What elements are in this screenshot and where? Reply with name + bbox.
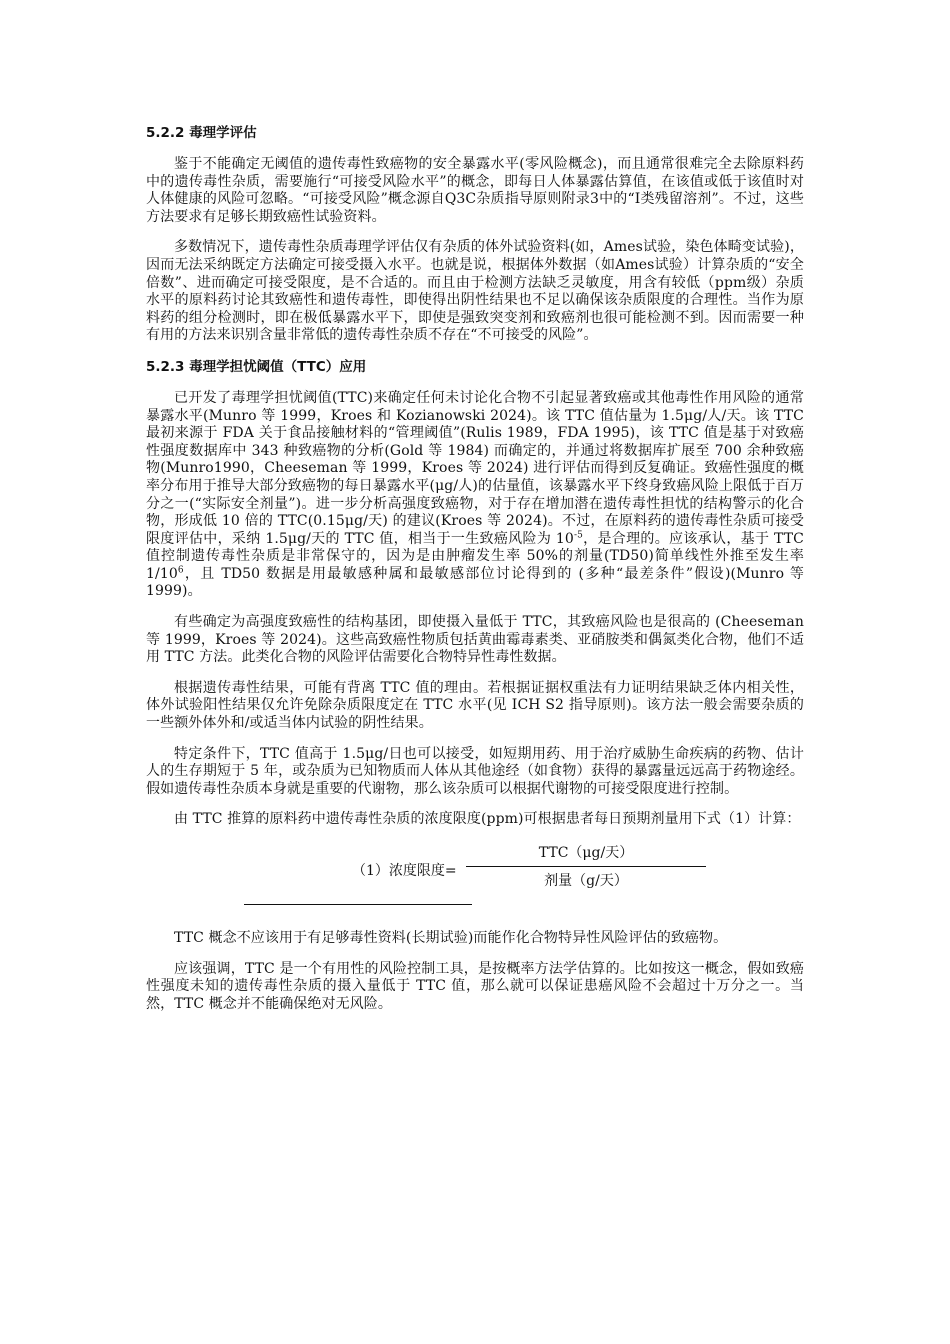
paragraph: 特定条件下，TTC 值高于 1.5μg/日也可以接受，如短期用药、用于治疗威胁生命疾病的药物、估计人的生存期短于 5 年，或杂质为已知物质而人体从其他途经（如食物）获得的暴露量远远高于药物途经。假如遗传毒性杂质本身就是重要的代谢物，那么该杂质可以根据代谢物的可接受限度进行控制。 (146, 745, 804, 797)
paragraph: TTC 概念不应该用于有足够毒性资料(长期试验)而能作化合物特异性风险评估的致癌物。 (174, 930, 728, 946)
formula-numerator: TTC（μg/天） (538, 845, 634, 861)
paragraph (146, 390, 804, 601)
section-heading-5-2-3: 5.2.3 毒理学担忧阈值（TTC）应用 (146, 358, 367, 375)
paragraph: 有些确定为高强度致癌性的结构基团，即使摄入量低于 TTC，其致癌风险也是很高的 (Cheeseman 等 1999，Kroes 等 2024)。这些高致癌性物质包括黄曲霉毒素类、亚硝胺类和偶氮类化合物，他们不适用 TTC 方法。此类化合物的风险评估需要化合物特异性毒性数据。 (146, 614, 804, 666)
rule-line (244, 904, 472, 905)
formula-lhs: （1）浓度限度= (352, 863, 457, 879)
paragraph-text: ，且 TD50 数据是用最敏感种属和最敏感部位讨论得到的 (多种“最差条件”假设)(Munro 等 1999)。 (146, 565, 804, 600)
formula-fraction (466, 842, 706, 890)
paragraph: 根据遗传毒性结果，可能有背离 TTC 值的理由。若根据证据权重法有力证明结果缺乏体内相关性，体外试验阳性结果仅允许免除杂质限度定在 TTC 水平(见 ICH S2 指导原则)。该方法一般会需要杂质的一些额外体外和/或适当体内试验的阴性结果。 (146, 679, 804, 732)
horizontal-rule (146, 904, 804, 924)
paragraph: 应该强调，TTC 是一个有用性的风险控制工具，是按概率方法学估算的。比如按这一概念，假如致癌性强度未知的遗传毒性杂质的摄入量低于 TTC 值，那么就可以保证患癌风险不会超过十万分之一。当然，TTC 概念并不能确保绝对无风险。 (146, 960, 804, 1012)
paragraph: 由 TTC 推算的原料药中遗传毒性杂质的浓度限度(ppm)可根据患者每日预期剂量用下式（1）计算： (174, 811, 801, 828)
paragraph-text: 已开发了毒理学担忧阈值(TTC)来确定任何未讨论化合物不引起显著致癌或其他毒性作用风险的通常暴露水平(Munro 等 1999，Kroes 和 Kozianowski 2024)。该 TTC 值估量为 1.5μg/人/天。该 TTC 最初来源于 FDA 关于食品接触材料的“管理阈值”(Rulis 1989，FDA 1995)，该 TTC 值是基于对致癌性强度数据库中 343 种致癌物的分析(Gold 等 1984) 而确定的，并通过将数据库扩展至 700 余种致癌物(Munro1990，Cheeseman 等 1999，Kroes 等 2024) 进行评估而得到反复确证。致癌性强度的概率分布用于推导大部分致癌物的每日暴露水平(μg/人)的估量值，该暴露水平下终身致癌风险上限低于百万分之一(“实际安全剂量”)。进一步分析高强度致癌物，对于存在增加潜在遗传毒性担忧的结构警示的化合物，形成低 10 倍的 TTC(0.15μg/天) 的建议(Kroes 等 2024)。不过，在原料药的遗传毒性杂质可接受限度评估中，采纳 1.5μg/天的 TTC 值，相当于一生致癌风险为 10 (146, 389, 804, 547)
paragraph: 鉴于不能确定无阈值的遗传毒性致癌物的安全暴露水平(零风险概念)，而且通常很难完全去除原料药中的遗传毒性杂质，需要施行“可接受风险水平”的概念，即每日人体暴露估算值，在该值或低于该值时对人体健康的风险可忽略。“可接受风险”概念源自Q3C杂质指导原则附录3中的“I类残留溶剂”。不过，这些方法要求有足够长期致癌性试验资料。 (146, 156, 804, 225)
document-body (146, 124, 804, 1026)
formula (146, 842, 804, 900)
superscript: -5 (573, 530, 583, 541)
superscript: 6 (177, 565, 184, 576)
formula-denominator: 剂量（g/天） (544, 873, 628, 889)
fraction-bar (466, 866, 706, 867)
section-heading-5-2-2: 5.2.2 毒理学评估 (146, 125, 257, 141)
paragraph-text: ，是合理的。应该承认，基于 TTC 值控制遗传毒性杂质是非常保守的，因为是由肿瘤发生率 50%的剂量(TD50)简单线性外推至发生率 1/10 (146, 530, 804, 582)
paragraph: 多数情况下，遗传毒性杂质毒理学评估仅有杂质的体外试验资料(如，Ames试验，染色体畸变试验)，因而无法采纳既定方法确定可接受摄入水平。也就是说，根据体外数据（如Ames试验）计算杂质的“安全倍数”、进而确定可接受限度，是不合适的。而且由于检测方法缺乏灵敏度，用含有较低（ppm级）杂质水平的原料药讨论其致癌性和遗传毒性，即使得出阴性结果也不足以确保该杂质限度的合理性。当作为原料药的组分检测时，即在极低暴露水平下，即使是强致突变剂和致癌剂也很可能检测不到。因而需要一种有用的方法来识别含量非常低的遗传毒性杂质不存在“不可接受的风险”。 (146, 239, 804, 344)
